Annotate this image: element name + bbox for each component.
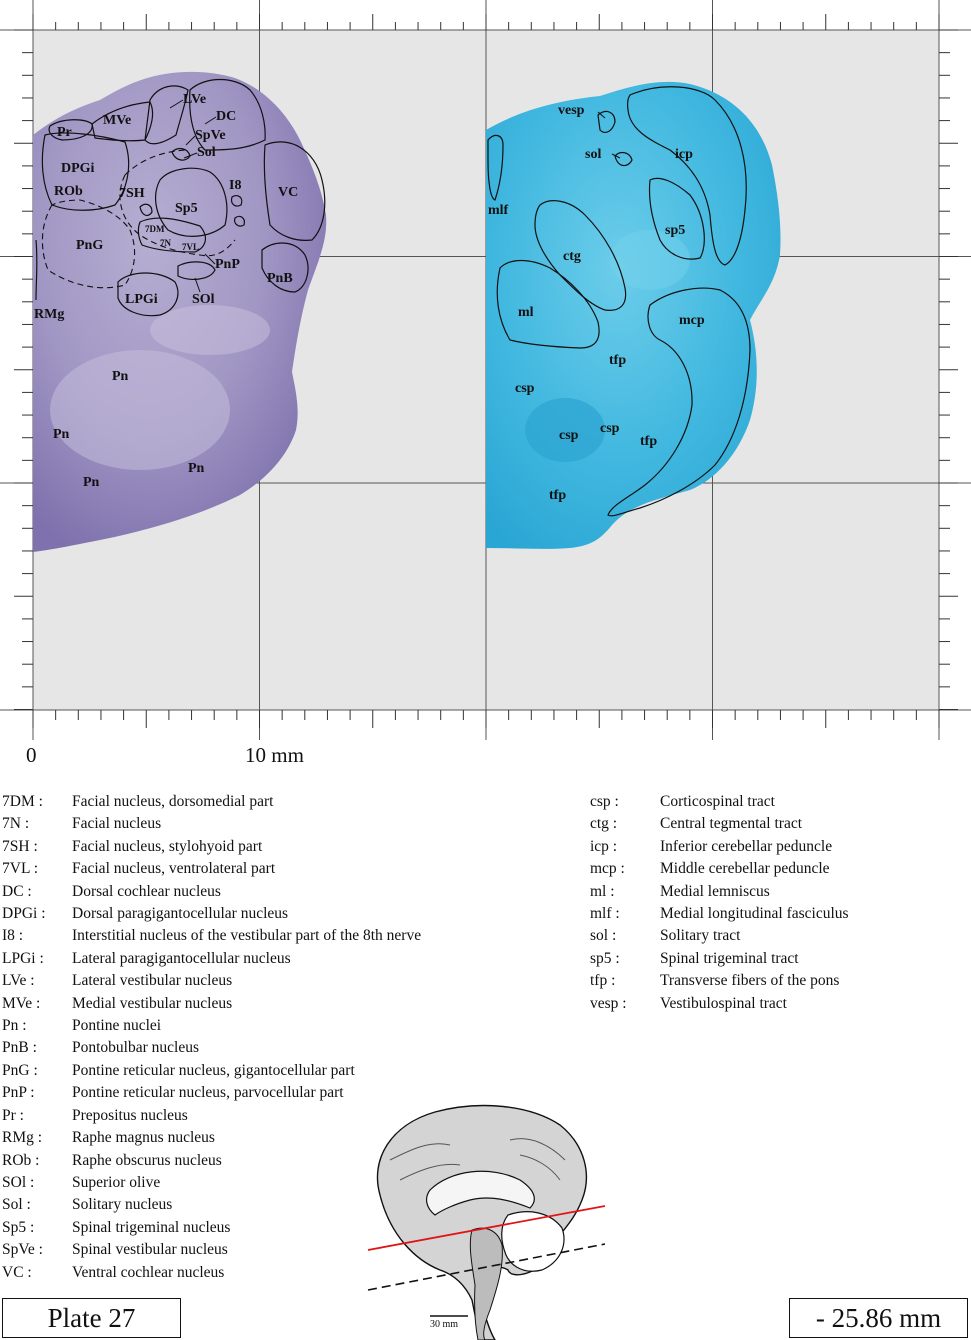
legend-row — [2, 925, 421, 947]
legend-abbreviation: LPGi : — [2, 949, 44, 967]
legend-row — [590, 925, 849, 947]
label-pr: Pr — [57, 125, 72, 140]
label-lpgi: LPGi — [125, 292, 158, 307]
legend-full-name: Medial vestibular nucleus — [72, 994, 233, 1012]
label-rmg: RMg — [34, 307, 65, 322]
label-tfp-1: tfp — [609, 353, 627, 368]
legend-full-name: Lateral vestibular nucleus — [72, 972, 233, 990]
legend-abbreviation: DPGi : — [2, 905, 46, 923]
legend-abbreviation: mcp : — [590, 860, 625, 878]
label-vesp: vesp — [558, 103, 585, 118]
brain-outline — [377, 1106, 586, 1340]
legend-abbreviation: PnB : — [2, 1039, 37, 1057]
legend-full-name: Pontine reticular nucleus, parvocellular part — [72, 1084, 344, 1102]
label-sol-tract: sol — [585, 147, 602, 162]
legend-abbreviation: tfp : — [590, 972, 616, 990]
legend-full-name: Facial nucleus, stylohyoid part — [72, 837, 263, 855]
legend-full-name: Solitary tract — [660, 927, 741, 945]
legend-row — [2, 1082, 421, 1104]
legend-row — [2, 970, 421, 992]
legend-abbreviation: I8 : — [2, 927, 24, 945]
legend-row — [2, 1105, 421, 1127]
legend-abbreviation: Sp5 : — [2, 1218, 35, 1236]
legend-abbreviation: 7SH : — [2, 837, 38, 855]
legend-full-name: Facial nucleus, dorsomedial part — [72, 793, 274, 810]
legend-full-name: Solitary nucleus — [72, 1196, 173, 1214]
label-sol: Sol — [197, 145, 216, 160]
legend-full-name: Transverse fibers of the pons — [660, 972, 840, 990]
scale-ten-label: 10 mm — [245, 743, 304, 767]
label-sp5-tract: sp5 — [665, 223, 686, 238]
legend-abbreviation: 7DM : — [2, 793, 43, 810]
legend-full-name: Pontine nuclei — [72, 1017, 162, 1035]
legend-abbreviation: Pn : — [2, 1017, 27, 1035]
legend-row — [2, 858, 421, 880]
legend-abbreviation: sol : — [590, 927, 617, 945]
label-7dm: 7DM — [145, 224, 165, 234]
label-vc: VC — [278, 185, 299, 200]
legend-full-name: Ventral cochlear nucleus — [72, 1263, 225, 1281]
legend-row — [590, 970, 849, 992]
legend-abbreviation: SOl : — [2, 1173, 35, 1191]
legend-tracts — [590, 791, 849, 1015]
legend-row — [590, 813, 849, 835]
legend-full-name: Prepositus nucleus — [72, 1106, 188, 1124]
plate-number-box — [2, 1298, 181, 1338]
label-mve: MVe — [103, 113, 132, 128]
label-mcp: mcp — [679, 313, 705, 328]
legend-abbreviation: Pr : — [2, 1106, 24, 1124]
legend-full-name: Corticospinal tract — [660, 793, 775, 810]
legend-full-name: Raphe obscurus nucleus — [72, 1151, 222, 1169]
legend-row — [2, 813, 421, 835]
legend-abbreviation: SpVe : — [2, 1241, 43, 1259]
legend-row — [2, 948, 421, 970]
legend-full-name: Interstitial nucleus of the vestibular part of the 8th nerve — [72, 927, 422, 945]
label-pn-3: Pn — [83, 475, 100, 490]
legend-row — [2, 1262, 421, 1284]
label-mlf: mlf — [488, 203, 509, 218]
legend-abbreviation: MVe : — [2, 994, 41, 1012]
legend-full-name: Inferior cerebellar peduncle — [660, 837, 833, 855]
legend-row — [590, 836, 849, 858]
label-lve: LVe — [183, 92, 207, 107]
legend-row — [2, 1015, 421, 1037]
legend-abbreviation: ctg : — [590, 815, 618, 833]
legend-row — [590, 881, 849, 903]
label-dc: DC — [216, 109, 237, 124]
legend-abbreviation: RMg : — [2, 1129, 43, 1147]
label-dpgi: DPGi — [61, 161, 95, 176]
legend-full-name: Raphe magnus nucleus — [72, 1129, 215, 1147]
label-sp5: Sp5 — [175, 201, 198, 216]
legend-full-name: Dorsal paragigantocellular nucleus — [72, 905, 289, 923]
label-pn-1: Pn — [112, 369, 129, 384]
legend-abbreviation: ROb : — [2, 1151, 40, 1169]
label-7sh: 7SH — [119, 186, 145, 201]
label-rob: ROb — [54, 184, 83, 199]
legend-full-name: Spinal vestibular nucleus — [72, 1241, 228, 1259]
legend-abbreviation: icp : — [590, 837, 618, 855]
label-csp-2: csp — [559, 428, 579, 443]
legend-row — [2, 903, 421, 925]
label-i8: I8 — [229, 178, 242, 193]
scale-zero-label: 0 — [26, 743, 37, 767]
legend-row — [590, 948, 849, 970]
legend-row — [590, 903, 849, 925]
legend-full-name: Medial lemniscus — [660, 882, 770, 900]
legend-abbreviation: sp5 : — [590, 949, 620, 967]
legend-row — [2, 1172, 421, 1194]
legend-row — [2, 791, 421, 813]
legend-row — [2, 881, 421, 903]
label-7vl: 7VL — [182, 242, 200, 252]
label-7n: 7N — [160, 238, 171, 248]
legend-full-name: Spinal trigeminal tract — [660, 949, 799, 967]
legend-full-name: Superior olive — [72, 1173, 161, 1191]
legend-abbreviation: 7VL : — [2, 860, 39, 878]
legend-full-name: Pontine reticular nucleus, gigantocellular part — [72, 1061, 355, 1079]
label-spve: SpVe — [195, 128, 226, 143]
legend-full-name: Facial nucleus — [72, 815, 162, 833]
legend-full-name: Dorsal cochlear nucleus — [72, 882, 221, 900]
label-tfp-2: tfp — [640, 434, 658, 449]
plate-title: Plate 27 — [47, 1302, 136, 1333]
legend-row — [590, 791, 849, 813]
legend-abbreviation: Sol : — [2, 1196, 31, 1214]
legend-abbreviation: LVe : — [2, 972, 35, 990]
legend-abbreviation: csp : — [590, 793, 619, 810]
legend-abbreviation: 7N : — [2, 815, 30, 833]
label-tfp-3: tfp — [549, 488, 567, 503]
label-csp-3: csp — [600, 421, 620, 436]
label-png: PnG — [76, 238, 104, 253]
label-csp-1: csp — [515, 381, 535, 396]
legend-abbreviation: DC : — [2, 882, 32, 900]
legend-full-name: Middle cerebellar peduncle — [660, 860, 830, 878]
legend-full-name: Facial nucleus, ventrolateral part — [72, 860, 276, 878]
legend-full-name: Medial longitudinal fasciculus — [660, 905, 849, 923]
scalebar-label: 30 mm — [430, 1319, 459, 1330]
legend-row — [2, 1150, 421, 1172]
legend-abbreviation: mlf : — [590, 905, 620, 923]
legend-row — [2, 993, 421, 1015]
legend-abbreviation: ml : — [590, 882, 615, 900]
legend-row — [2, 1217, 421, 1239]
legend-row — [2, 1037, 421, 1059]
legend-row — [2, 1194, 421, 1216]
legend-full-name: Vestibulospinal tract — [660, 994, 787, 1012]
legend-nuclei — [2, 791, 421, 1284]
label-pn-4: Pn — [188, 461, 205, 476]
coordinate-box — [789, 1298, 968, 1338]
label-sol-superior: SOl — [192, 292, 215, 307]
label-pn-2: Pn — [53, 427, 70, 442]
label-ml: ml — [518, 305, 534, 320]
legend-row — [2, 836, 421, 858]
legend-full-name: Central tegmental tract — [660, 815, 803, 833]
label-icp: icp — [675, 147, 693, 162]
legend-row — [2, 1127, 421, 1149]
legend-row — [590, 993, 849, 1015]
legend-abbreviation: VC : — [2, 1263, 32, 1281]
label-pnp: PnP — [215, 257, 240, 272]
legend-abbreviation: PnP : — [2, 1084, 35, 1102]
legend-row — [2, 1239, 421, 1261]
label-ctg: ctg — [563, 249, 581, 264]
legend-row — [2, 1060, 421, 1082]
legend-full-name: Pontobulbar nucleus — [72, 1039, 199, 1057]
legend-abbreviation: vesp : — [590, 994, 627, 1012]
legend-full-name: Lateral paragigantocellular nucleus — [72, 949, 291, 967]
legend-abbreviation: PnG : — [2, 1061, 38, 1079]
brain-sagittal-schematic — [360, 1100, 610, 1340]
legend-row — [590, 858, 849, 880]
plate-coordinate: - 25.86 mm — [815, 1302, 942, 1333]
legend-full-name: Spinal trigeminal nucleus — [72, 1218, 231, 1236]
label-pnb: PnB — [267, 271, 293, 286]
